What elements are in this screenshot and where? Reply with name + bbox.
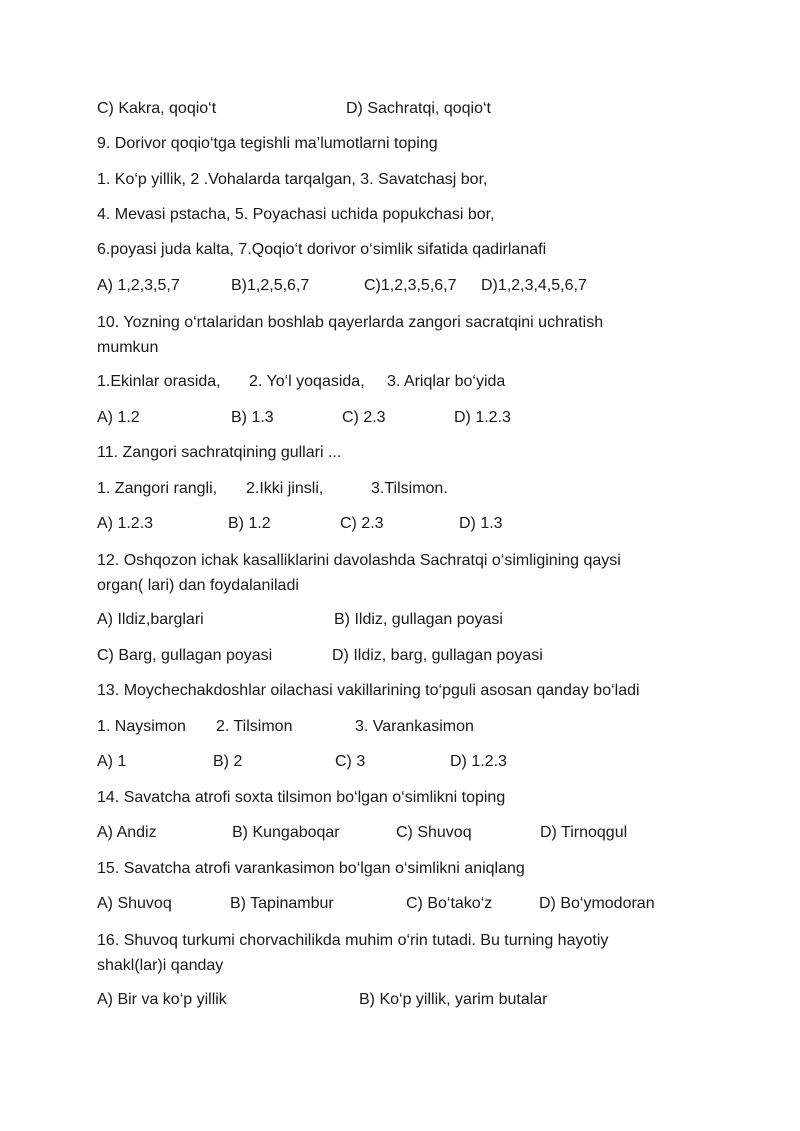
question-13: 13. Moychechakdoshlar oilachasi vakillarining to‘pguli asosan qanday bo‘ladi xyxy=(97,682,640,699)
option-d: D) Tirnoqgul xyxy=(540,824,628,841)
option-a: A) 1.2 xyxy=(97,409,140,426)
option-b: B) Tapinambur xyxy=(230,895,334,912)
option-b: B) Ildiz, gullagan poyasi xyxy=(334,611,503,628)
option-c: C) Kakra, qoqio‘t xyxy=(97,100,217,117)
statement-line: 1. Ko‘p yillik, 2 .Vohalarda tarqalgan, 3. Savatchasj bor, xyxy=(97,171,488,188)
option-d: D) 1.3 xyxy=(459,515,503,532)
option-c: C) 2.3 xyxy=(340,515,384,532)
statement-1: 1. Zangori rangli, xyxy=(97,480,218,497)
option-d: D) Sachratqi, qoqio‘t xyxy=(346,100,491,117)
option-a: A) Bir va ko‘p yillik xyxy=(97,991,227,1008)
statement-line: 4. Mevasi pstacha, 5. Poyachasi uchida popukchasi bor, xyxy=(97,206,495,223)
option-c: C) Barg, gullagan poyasi xyxy=(97,647,273,664)
question-11: 11. Zangori sachratqining gullari ... xyxy=(97,444,342,461)
option-a: A) Andiz xyxy=(97,824,157,841)
question-9: 9. Dorivor qoqio‘tga tegishli ma’lumotlarni toping xyxy=(97,135,438,152)
question-15: 15. Savatcha atrofi varankasimon bo‘lgan o‘simlikni aniqlang xyxy=(97,860,525,877)
option-d: D) 1.2.3 xyxy=(454,409,511,426)
option-c: C) 2.3 xyxy=(342,409,386,426)
option-c: C) 3 xyxy=(335,753,366,770)
option-d: D)1,2,3,4,5,6,7 xyxy=(481,277,587,294)
option-b: B) 1.3 xyxy=(231,409,274,426)
statement-line: 6.poyasi juda kalta, 7.Qoqio‘t dorivor o‘simlik sifatida qadirlanafi xyxy=(97,241,547,258)
statement-3: 3.Tilsimon. xyxy=(371,480,448,497)
statement-3: 3. Ariqlar bo‘yida xyxy=(387,373,506,390)
option-a: A) 1 xyxy=(97,753,127,770)
question-10: 10. Yozning o‘rtalaridan boshlab qayerlarda zangori sacratqini uchratish mumkun xyxy=(97,314,604,356)
option-c: C) Bo‘tako‘z xyxy=(406,895,493,912)
statement-2: 2.Ikki jinsli, xyxy=(246,480,324,497)
option-b: B) Kungaboqar xyxy=(232,824,340,841)
statement-1: 1.Ekinlar orasida, xyxy=(97,373,221,390)
option-a: A) 1.2.3 xyxy=(97,515,154,532)
option-b: B)1,2,5,6,7 xyxy=(231,277,310,294)
statement-1: 1. Naysimon xyxy=(97,718,186,735)
option-d: D) Bo‘ymodoran xyxy=(539,895,655,912)
statement-2: 2. Yo‘l yoqasida, xyxy=(249,373,365,390)
option-c: C) Shuvoq xyxy=(396,824,472,841)
option-a: A) 1,2,3,5,7 xyxy=(97,277,180,294)
option-d: D) Ildiz, barg, gullagan poyasi xyxy=(332,647,543,664)
option-b: B) 2 xyxy=(213,753,243,770)
question-16: 16. Shuvoq turkumi chorvachilikda muhim o‘rin tutadi. Bu turning hayotiy shakl(lar)i qanday xyxy=(97,932,609,974)
option-a: A) Shuvoq xyxy=(97,895,172,912)
question-14: 14. Savatcha atrofi soxta tilsimon bo‘lgan o‘simlikni toping xyxy=(97,789,506,806)
question-12: 12. Oshqozon ichak kasalliklarini davolashda Sachratqi o‘simligining qaysi organ( lari) dan foydalaniladi xyxy=(97,552,621,594)
option-b: B) 1.2 xyxy=(228,515,271,532)
option-d: D) 1.2.3 xyxy=(450,753,507,770)
statement-3: 3. Varankasimon xyxy=(355,718,474,735)
statement-2: 2. Tilsimon xyxy=(216,718,293,735)
option-c: C)1,2,3,5,6,7 xyxy=(364,277,457,294)
option-b: B) Ko‘p yillik, yarim butalar xyxy=(359,991,548,1008)
option-a: A) Ildiz,barglari xyxy=(97,611,204,628)
